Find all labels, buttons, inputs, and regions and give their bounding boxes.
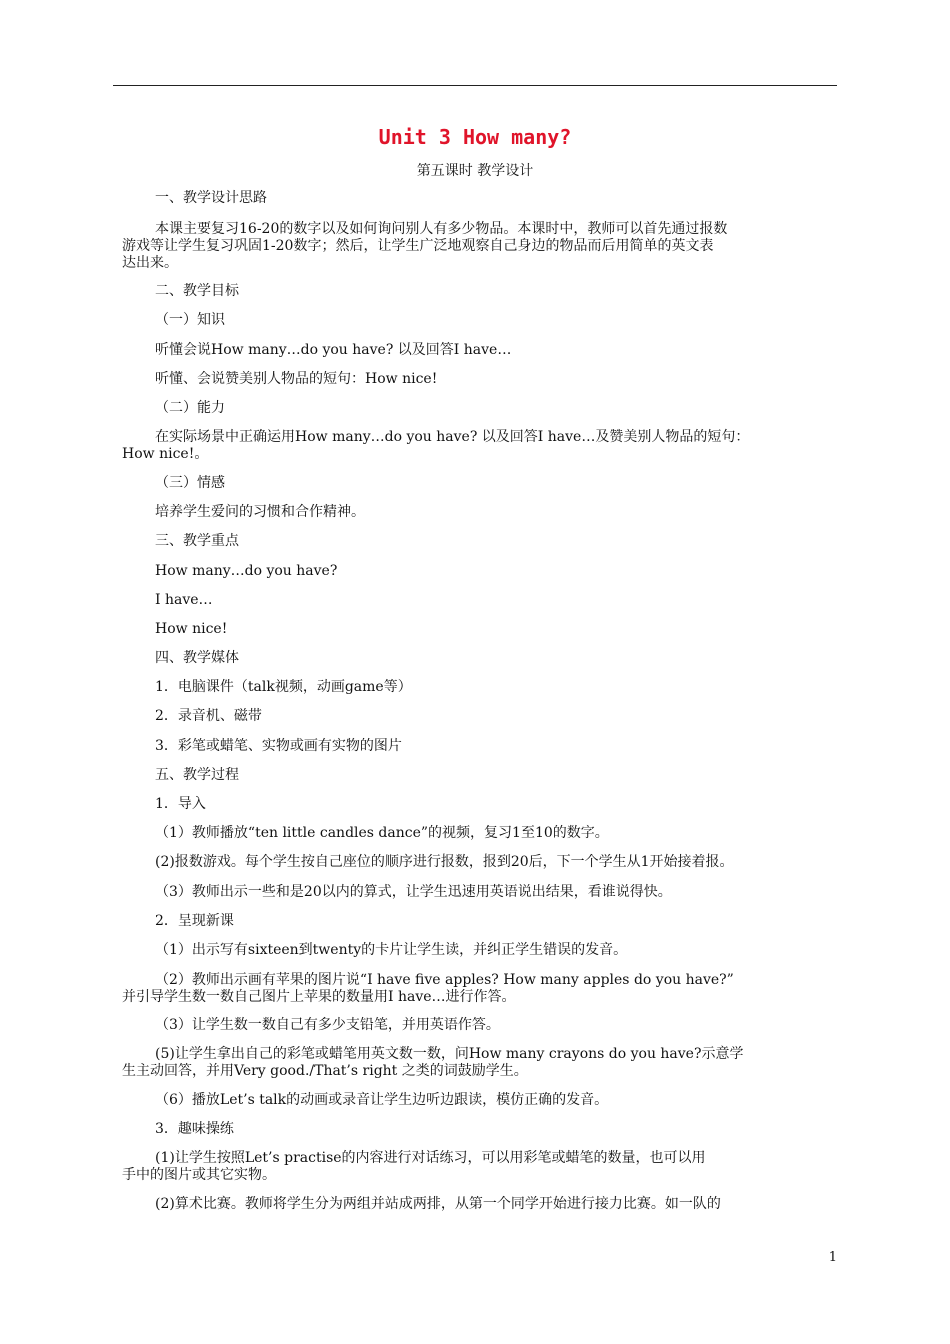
section-heading-3: 三、教学重点 [155,533,239,549]
section-heading-2: 二、教学目标 [155,283,239,299]
subsection-heading: （二）能力 [155,400,225,416]
paragraph-line: (5)让学生拿出自己的彩笔或蜡笔用英文数一数，问How many crayons do you have?示意学 [155,1046,744,1062]
paragraph-line: （3）教师出示一些和是20以内的算式，让学生迅速用英语说出结果，看谁说得快。 [155,884,672,900]
paragraph-line: 本课主要复习16-20的数字以及如何询问别人有多少物品。本课时中，教师可以首先通过报数 [155,221,728,237]
paragraph-line: 培养学生爱问的习惯和合作精神。 [155,504,365,520]
paragraph-line: 听懂会说How many…do you have? 以及回答I have… [155,342,512,358]
paragraph-line: 听懂、会说赞美别人物品的短句：How nice! [155,371,438,387]
list-item: 3．彩笔或蜡笔、实物或画有实物的图片 [155,738,402,754]
paragraph-line: 在实际场景中正确运用How many…do you have? 以及回答I have…及赞美别人物品的短句： [155,429,750,445]
paragraph-line: 游戏等让学生复习巩固1-20数字；然后，让学生广泛地观察自己身边的物品而后用简单的英文表 [122,238,714,254]
section-heading-4: 四、教学媒体 [155,650,239,666]
subsection-heading: 1．导入 [155,796,206,812]
paragraph-line: I have… [155,592,213,608]
paragraph-line: （1）教师播放“ten little candles dance”的视频，复习1至10的数字。 [155,825,609,841]
subsection-heading: （三）情感 [155,475,225,491]
page-title: Unit 3 How many? [378,125,572,149]
paragraph-line: How many…do you have? [155,563,338,579]
paragraph-line: (1)让学生按照Let’s practise的内容进行对话练习，可以用彩笔或蜡笔的数量，也可以用 [155,1150,706,1166]
paragraph-line: (2)算术比赛。教师将学生分为两组并站成两排，从第一个同学开始进行接力比赛。如一队的 [155,1196,721,1212]
header-rule [113,85,837,86]
paragraph-line: （6）播放Let’s talk的动画或录音让学生边听边跟读，模仿正确的发音。 [155,1092,609,1108]
page-number: 1 [828,1250,837,1265]
subsection-heading: 3．趣味操练 [155,1121,234,1137]
paragraph-line: （3）让学生数一数自己有多少支铅笔，并用英语作答。 [155,1017,500,1033]
list-item: 2．录音机、磁带 [155,708,262,724]
list-item: 1．电脑课件（talk视频，动画game等） [155,679,412,695]
paragraph-line: How nice! [155,621,228,637]
paragraph-line: 手中的图片或其它实物。 [122,1167,276,1183]
section-heading-1: 一、教学设计思路 [155,190,267,206]
subsection-heading: 2．呈现新课 [155,913,234,929]
paragraph-line: 并引导学生数一数自己图片上苹果的数量用I have…进行作答。 [122,989,516,1005]
paragraph-line: （2）教师出示画有苹果的图片说“I have five apples? How many apples do you have?” [155,972,734,988]
paragraph-line: 生主动回答，并用Very good./That’s right 之类的词鼓励学生。 [122,1063,528,1079]
paragraph-line: （1）出示写有sixteen到twenty的卡片让学生读，并纠正学生错误的发音。 [155,942,628,958]
paragraph-line: 达出来。 [122,255,178,271]
section-heading-5: 五、教学过程 [155,767,239,783]
subsection-heading: （一）知识 [155,312,225,328]
page-subtitle: 第五课时 教学设计 [416,163,534,179]
paragraph-line: How nice!。 [122,446,209,462]
paragraph-line: (2)报数游戏。每个学生按自己座位的顺序进行报数，报到20后，下一个学生从1开始接着报。 [155,854,734,870]
